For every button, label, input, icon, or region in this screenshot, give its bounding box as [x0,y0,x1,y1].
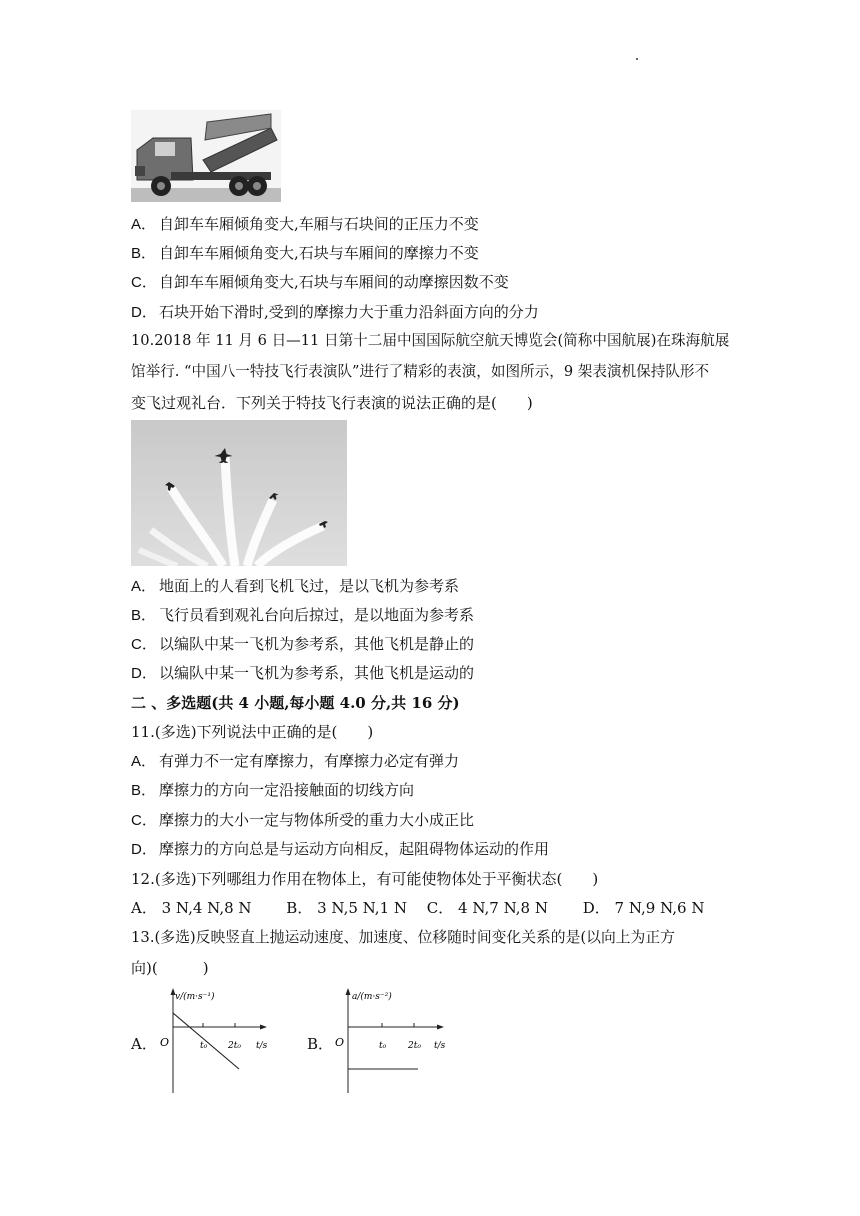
q13-graph-a-velocity-time [155,985,275,1097]
q10-option-d: D． 以编队中某一飞机为参考系，其他飞机是运动的 [131,664,475,682]
q11-option-c: C． 摩擦力的大小一定与物体所受的重力大小成正比 [131,811,475,829]
graph-b-xlabel: t/s [434,1041,446,1051]
graph-a-ylabel: v/(m·s⁻¹) [175,992,215,1002]
section-heading-multiple-choice: 二 、多选题(共 4 小题,每小题 4.0 分,共 16 分) [131,694,460,712]
q13-graph-a-label: A． [131,1035,157,1053]
q9-option-b: B． 自卸车车厢倾角变大,石块与车厢间的摩擦力不变 [131,244,479,262]
graph-b-t0-tick: t₀ [379,1041,387,1051]
q11-stem: 11.(多选)下列说法中正确的是( ) [131,723,374,741]
q9-option-d: D． 石块开始下滑时,受到的摩擦力大于重力沿斜面方向的分力 [131,303,539,321]
dump-truck-image [131,110,281,202]
graph-b-2t0-tick: 2t₀ [408,1041,421,1051]
q10-option-c: C． 以编队中某一飞机为参考系，其他飞机是静止的 [131,635,475,653]
graph-a-xlabel: t/s [256,1041,268,1051]
q9-option-a: A． 自卸车车厢倾角变大,车厢与石块间的正压力不变 [131,215,479,233]
graph-a-t0-tick: t₀ [200,1041,208,1051]
graph-a-2t0-tick: 2t₀ [228,1041,241,1051]
q13-stem-line1: 13.(多选)反映竖直上抛运动速度、加速度、位移随时间变化关系的是(以向上为正方 [131,929,675,946]
q11-option-d: D． 摩擦力的方向总是与运动方向相反，起阻碍物体运动的作用 [131,840,550,858]
q10-stem-line2: 馆举行. “中国八一特技飞行表演队”进行了精彩的表演，如图所示，9 架表演机保持队形不 [131,363,710,380]
q13-graph-b-label: B． [307,1035,334,1053]
q13-stem-line2: 向)( ) [131,959,209,977]
q10-stem-line3: 变飞过观礼台．下列关于特技飞行表演的说法正确的是( ) [131,394,533,412]
q12-stem: 12.(多选)下列哪组力作用在物体上，有可能使物体处于平衡状态( ) [131,870,599,888]
graph-a-origin: O [160,1036,170,1049]
q10-option-a: A． 地面上的人看到飞机飞过，是以飞机为参考系 [131,577,460,595]
graph-b-origin: O [335,1036,345,1049]
q12-options: A． 3 N,4 N,8 N B． 3 N,5 N,1 N C． 4 N,7 N,8 N D． 7 N,9 N,6 N [131,899,705,917]
page-dot-mark [636,58,638,60]
graph-b-ylabel: a/(m·s⁻²) [352,992,392,1002]
q10-stem-line1: 10.2018 年 11 月 6 日—11 日第十二届中国国际航空航天博览会(简称中国航展)在珠海航展 [131,332,730,349]
aerobatic-planes-image [131,420,347,566]
q13-graph-b-acceleration-time [330,985,454,1097]
q11-option-a: A． 有弹力不一定有摩擦力，有摩擦力必定有弹力 [131,752,460,770]
q11-option-b: B． 摩擦力的方向一定沿接触面的切线方向 [131,781,415,799]
q10-option-b: B． 飞行员看到观礼台向后掠过，是以地面为参考系 [131,606,475,624]
q9-option-c: C． 自卸车车厢倾角变大,石块与车厢间的动摩擦因数不变 [131,273,509,291]
